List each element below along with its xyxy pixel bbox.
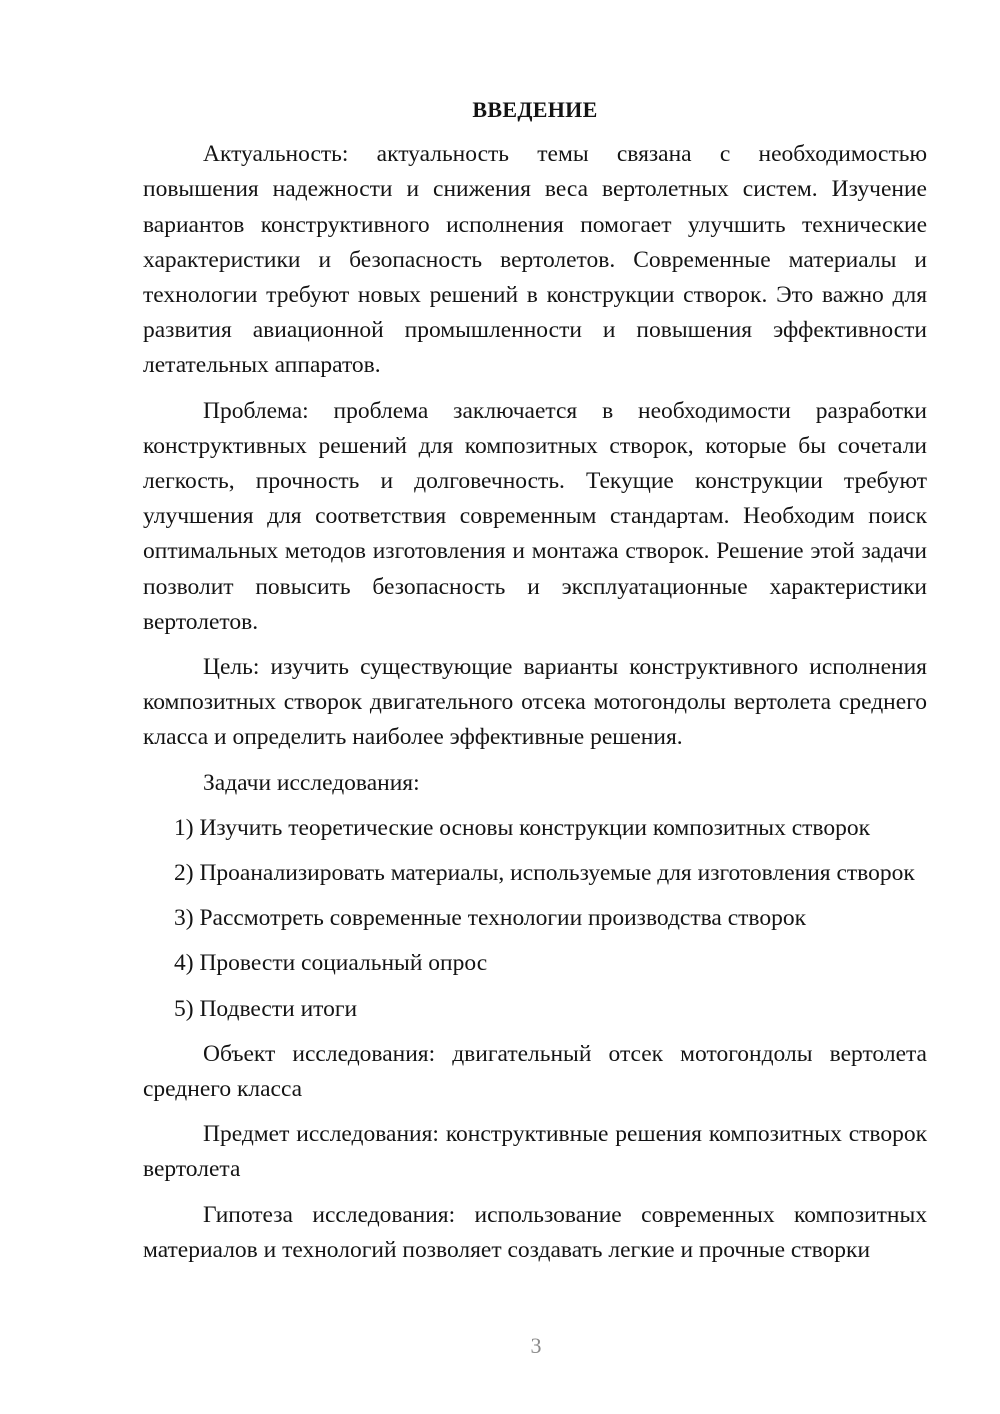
subject-paragraph: Предмет исследования: конструктивные решения композитных створок вертолета: [143, 1121, 927, 1183]
task-item: 5) Подвести итоги: [174, 995, 358, 1022]
object-paragraph: Объект исследования: двигательный отсек мотогондолы вертолета среднего класса: [143, 1040, 927, 1103]
task-item: 2) Проанализировать материалы, используемые для изготовления створок: [174, 860, 915, 887]
page-content: [143, 92, 927, 1278]
hypothesis-paragraph: Гипотеза исследования: использование современных композитных материалов и технологий позволяет создавать легкие и прочные створки: [143, 1201, 927, 1263]
task-item: 4) Провести социальный опрос: [174, 950, 488, 977]
problem-paragraph: Проблема: проблема заключается в необходимости разработки конструктивных решений для композитных створок, которые бы сочетали легкость, прочность и долговечность. Текущие конструкции требуют улучшения для соответствия современным стандартам. Необходим поиск оптимальных методов изготовления и монтажа створок. Решение этой задачи позволит повысить безопасность и эксплуатационные характеристики вертолетов.: [143, 397, 927, 635]
page-number: 3: [530, 1333, 542, 1358]
tasks-heading: Задачи исследования:: [203, 769, 420, 796]
section-heading: ВВЕДЕНИЕ: [472, 97, 598, 122]
task-item: 3) Рассмотреть современные технологии производства створок: [174, 905, 807, 932]
task-item: 1) Изучить теоретические основы конструкции композитных створок: [174, 814, 871, 841]
goal-paragraph: Цель: изучить существующие варианты конструктивного исполнения композитных створок двигательного отсека мотогондолы вертолета среднего класса и определить наиболее эффективные решения.: [143, 654, 927, 751]
relevance-paragraph: Актуальность: актуальность темы связана с необходимостью повышения надежности и снижения веса вертолетных систем. Изучение вариантов конструктивного исполнения помогает улучшить технические характеристики и безопасность вертолетов. Современные материалы и технологии требуют новых решений в конструкции створок. Это важно для развития авиационной промышленности и повышения эффективности летательных аппаратов.: [143, 141, 927, 379]
